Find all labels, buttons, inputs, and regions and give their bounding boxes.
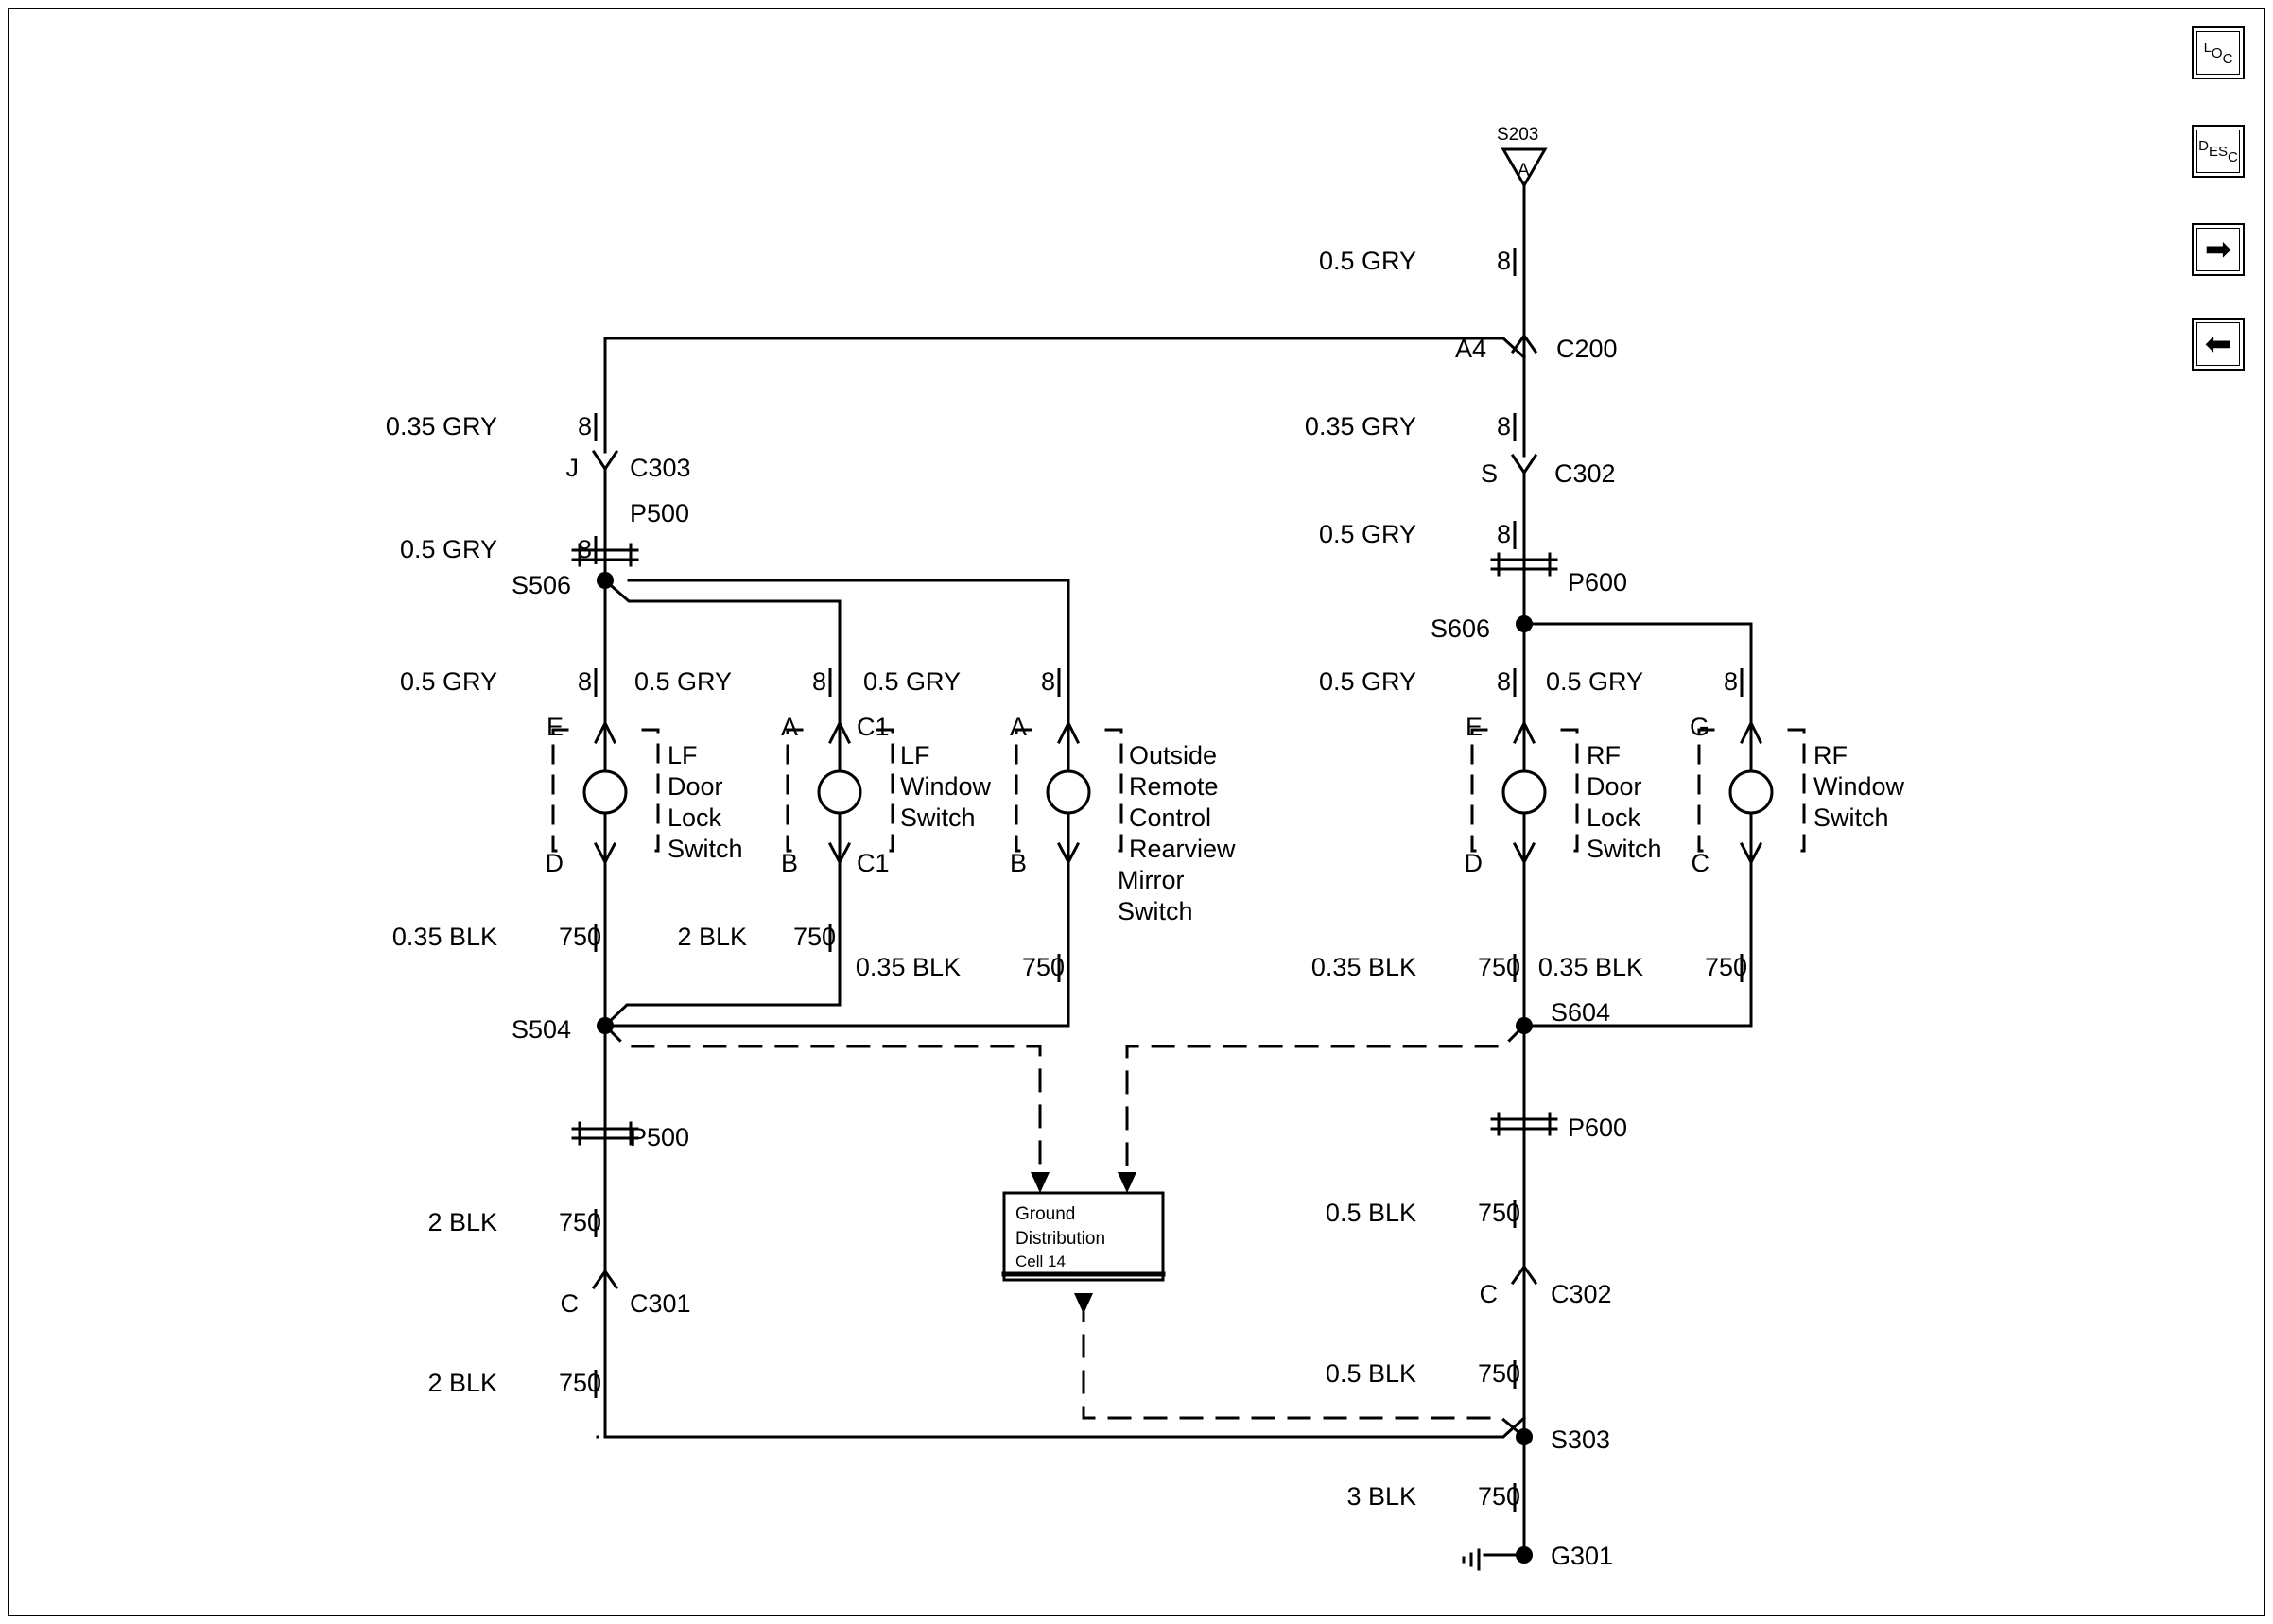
rf-door-lock-switch-label-3: Lock: [1587, 803, 1641, 832]
wire-branch1-grey-num: 8: [577, 667, 592, 696]
wire-blk05-a-num: 750: [1477, 1199, 1520, 1227]
prev-button-face: [2196, 322, 2240, 366]
splice-s203-label: S203: [1497, 125, 1539, 145]
connector-p500-bottom-label: P500: [630, 1123, 690, 1151]
wire-blk3-num: 750: [1477, 1482, 1520, 1511]
wire-blk035-c: 0.35 BLK: [1310, 953, 1416, 981]
wire-left-grey-035-num: 8: [577, 412, 592, 441]
lf-window-switch-pin-bottom: B: [780, 849, 798, 877]
rf-door-lock-switch-label-1: RF: [1587, 741, 1621, 769]
connector-c200-label: C200: [1556, 335, 1618, 363]
wire-blk2-a: 2 BLK: [677, 923, 747, 951]
wire-blk05-a: 0.5 BLK: [1325, 1199, 1416, 1227]
wire-blk035-b-num: 750: [1021, 953, 1065, 981]
splice-s506-label: S506: [511, 571, 571, 599]
connector-c301-label: C301: [630, 1289, 691, 1318]
wire-top-grey-num: 8: [1496, 247, 1511, 275]
wire-left-grey-035: 0.35 GRY: [385, 412, 497, 441]
wire-right-grey-035: 0.35 GRY: [1304, 412, 1416, 441]
wire-blk2-b-num: 750: [558, 1208, 601, 1236]
wire-right-grey-05: 0.5 GRY: [1318, 520, 1416, 548]
connector-c302c-pin: C: [1479, 1280, 1498, 1308]
desc-button-face: [2196, 130, 2240, 173]
mirror-switch-label-6: Switch: [1118, 897, 1193, 925]
rf-window-switch-label-3: Switch: [1813, 803, 1889, 832]
mirror-switch-label-1: Outside: [1129, 741, 1218, 769]
connector-p500-top-label: P500: [630, 499, 690, 527]
wire-blk05-b-num: 750: [1477, 1359, 1520, 1388]
wire-right-grey-05-num: 8: [1496, 520, 1511, 548]
lf-door-lock-switch-label-4: Switch: [668, 835, 743, 863]
splice-s606-label: S606: [1430, 614, 1490, 643]
wire-blk035-d: 0.35 BLK: [1537, 953, 1643, 981]
lf-door-lock-switch-label-1: LF: [668, 741, 698, 769]
desc-button-label: DESC: [2198, 137, 2238, 165]
wire-branch1-grey: 0.5 GRY: [399, 667, 497, 696]
wire-left-grey-05: 0.5 GRY: [399, 535, 497, 563]
wire-right-grey-035-num: 8: [1496, 412, 1511, 441]
connector-c302s-label: C302: [1554, 459, 1616, 488]
ground-box-line-1: Ground: [1015, 1204, 1076, 1224]
connector-c303-pin: J: [565, 454, 579, 482]
next-button-face: [2196, 228, 2240, 271]
rf-door-lock-switch-pin-top: E: [1465, 713, 1483, 741]
lf-door-lock-switch-label-2: Door: [668, 772, 723, 801]
rf-window-switch-label-1: RF: [1813, 741, 1848, 769]
wire-branch2-grey-num: 8: [811, 667, 826, 696]
desc-button[interactable]: [2192, 125, 2245, 178]
ground-box-line-3: Cell 14: [1015, 1253, 1066, 1270]
loc-button-face: [2196, 31, 2240, 75]
wire-blk035-a: 0.35 BLK: [391, 923, 497, 951]
arrow-left-icon: ⬅: [2204, 326, 2232, 362]
mirror-switch-pin-top: A: [1009, 713, 1027, 741]
wire-branch3-grey: 0.5 GRY: [862, 667, 961, 696]
rf-window-switch-pin-top: G: [1689, 713, 1709, 741]
wire-blk035-c-num: 750: [1477, 953, 1520, 981]
mirror-switch-pin-bottom: B: [1009, 849, 1027, 877]
wire-branch4-grey-num: 8: [1496, 667, 1511, 696]
mirror-switch-label-3: Control: [1129, 803, 1212, 832]
wire-blk05-b: 0.5 BLK: [1325, 1359, 1416, 1388]
lf-window-switch-label-1: LF: [900, 741, 930, 769]
next-button[interactable]: [2192, 223, 2245, 276]
ground-box-line-2: Distribution: [1015, 1229, 1106, 1249]
rf-window-switch-label-2: Window: [1813, 772, 1905, 801]
wire-blk035-d-num: 750: [1704, 953, 1747, 981]
wire-branch3-grey-num: 8: [1040, 667, 1055, 696]
mirror-switch-label-4: Rearview: [1129, 835, 1236, 863]
splice-s504-label: S504: [511, 1015, 571, 1044]
connector-p600-bottom-label: P600: [1568, 1114, 1628, 1142]
mirror-switch-label-5: Mirror: [1118, 866, 1185, 894]
connector-c301-pin: C: [560, 1289, 579, 1318]
rf-door-lock-switch-label-2: Door: [1587, 772, 1642, 801]
lf-door-lock-switch-label-3: Lock: [668, 803, 722, 832]
wire-blk2-a-num: 750: [792, 923, 836, 951]
wire-blk035-a-num: 750: [558, 923, 601, 951]
splice-s203-cell: A: [1518, 161, 1530, 181]
rf-door-lock-switch-label-4: Switch: [1587, 835, 1662, 863]
ground-g301-label: G301: [1551, 1542, 1614, 1570]
wire-branch5-grey: 0.5 GRY: [1545, 667, 1643, 696]
prev-button[interactable]: [2192, 318, 2245, 371]
connector-p600-top-label: P600: [1568, 568, 1628, 596]
rf-door-lock-switch-pin-bottom: D: [1464, 849, 1483, 877]
wire-branch5-grey-num: 8: [1723, 667, 1738, 696]
lf-window-switch-label-2: Window: [900, 772, 992, 801]
connector-c302c-label: C302: [1551, 1280, 1612, 1308]
lf-window-switch-pin-top: A: [780, 713, 798, 741]
lf-door-lock-switch-pin-bottom: D: [545, 849, 564, 877]
wire-branch4-grey: 0.5 GRY: [1318, 667, 1416, 696]
lf-window-switch-conn-top: C1: [857, 713, 890, 741]
wire-blk2-c-num: 750: [558, 1369, 601, 1397]
rf-window-switch-pin-bottom: C: [1691, 849, 1709, 877]
connector-c302s-pin: S: [1480, 459, 1498, 488]
connector-c200-pin: A4: [1454, 335, 1486, 363]
wire-blk3: 3 BLK: [1346, 1482, 1416, 1511]
splice-s303-label: S303: [1551, 1425, 1611, 1454]
wire-branch2-grey: 0.5 GRY: [633, 667, 732, 696]
mirror-switch-label-2: Remote: [1129, 772, 1219, 801]
wire-blk2-c: 2 BLK: [427, 1369, 497, 1397]
wire-left-grey-05-num: 8: [577, 535, 592, 563]
lf-door-lock-switch-pin-top: E: [546, 713, 564, 741]
wire-blk2-b: 2 BLK: [427, 1208, 497, 1236]
loc-button-label: LOC: [2203, 39, 2233, 67]
wire-blk035-b: 0.35 BLK: [855, 953, 961, 981]
lf-window-switch-conn-bottom: C1: [857, 849, 890, 877]
lf-window-switch-label-3: Switch: [900, 803, 976, 832]
connector-c303-label: C303: [630, 454, 691, 482]
loc-button[interactable]: [2192, 26, 2245, 79]
splice-s604-label: S604: [1551, 998, 1611, 1027]
arrow-right-icon: ➡: [2204, 232, 2232, 268]
wire-top-grey: 0.5 GRY: [1318, 247, 1416, 275]
